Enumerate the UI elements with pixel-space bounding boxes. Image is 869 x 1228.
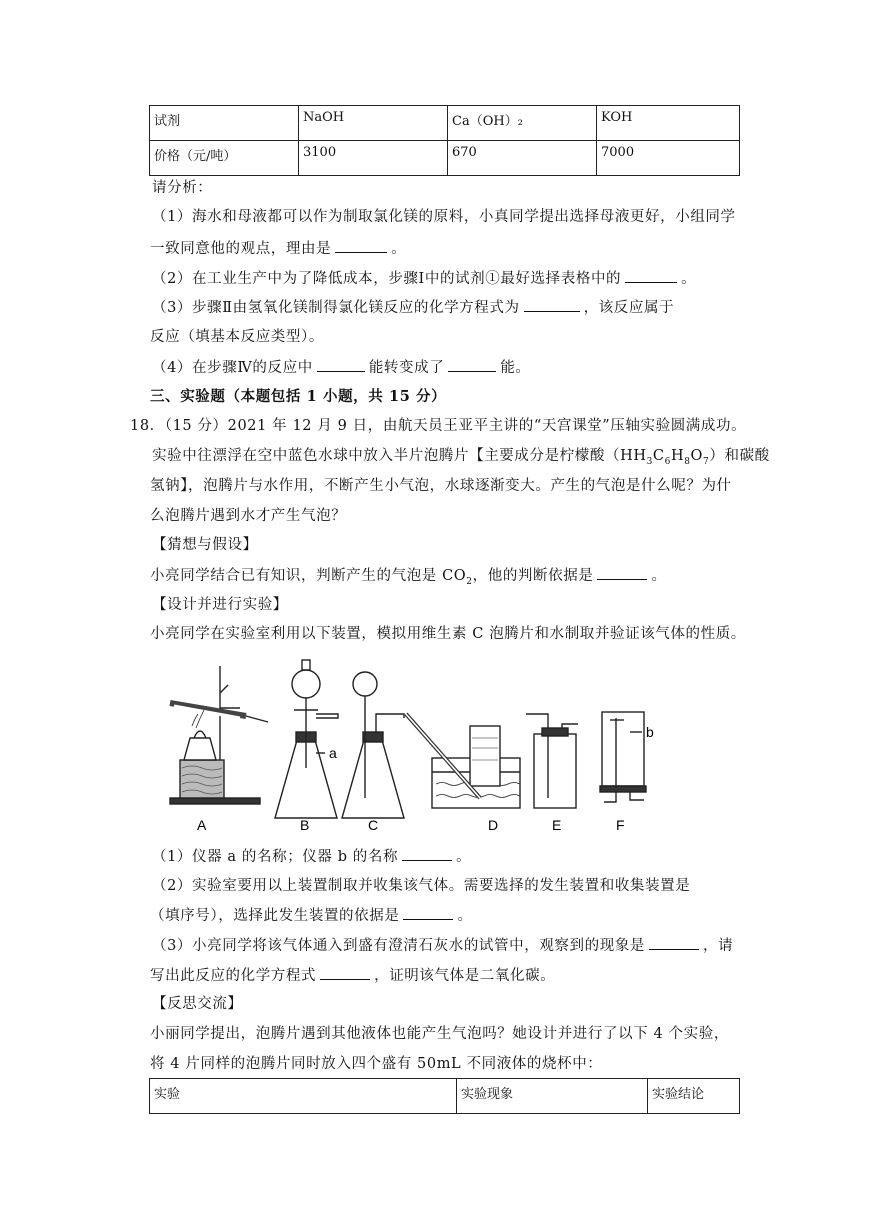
- question-3-text: （3）步骤Ⅱ由氢氧化镁制得氯化镁反应的化学方程式为: [152, 300, 520, 316]
- figure-label: D: [488, 817, 499, 833]
- answer-blank: [524, 297, 580, 312]
- answer-blank: [320, 965, 370, 980]
- table-cell: NaOH: [299, 106, 448, 141]
- reflection-heading: 【反思交流】: [152, 996, 243, 1012]
- question-1-line-1: （1）海水和母液都可以作为制取氯化镁的原料，小真同学提出选择母液更好，小组同学: [152, 209, 736, 225]
- formula-part: H: [670, 448, 685, 464]
- period: 。: [457, 908, 473, 924]
- table-row: [150, 106, 740, 141]
- hypothesis-tail: ，他的判断依据是: [472, 568, 594, 584]
- table-cell: 670: [448, 141, 597, 176]
- answer-blank: [403, 905, 453, 920]
- period: 。: [391, 241, 407, 257]
- table-cell: KOH: [597, 106, 740, 141]
- question-4-tail: 能。: [500, 360, 531, 376]
- answer-blank: [335, 238, 387, 253]
- table-header: 实验现象: [457, 1079, 648, 1114]
- question-3-tail: ，该反应属于: [583, 300, 675, 316]
- figure-label: F: [616, 817, 625, 833]
- period: 。: [651, 568, 667, 584]
- figure-label: B: [300, 817, 310, 833]
- subscript: 7: [703, 456, 710, 467]
- design-text: 小亮同学在实验室利用以下装置，模拟用维生素 C 泡腾片和水制取并验证该气体的性质。: [150, 626, 746, 642]
- section-3-heading: 三、实验题（本题包括 1 小题，共 15 分）: [150, 388, 447, 405]
- problem-18-text: 实验中往漂浮在空中蓝色水球中放入半片泡腾片【主要成分是柠檬酸（H: [152, 448, 634, 464]
- experiment-q2-text: （填序号），选择此发生装置的依据是: [150, 908, 400, 924]
- answer-blank: [649, 935, 699, 950]
- formula-part: O: [690, 448, 704, 464]
- table-cell: 3100: [299, 141, 448, 176]
- question-3-line-2: 反应（填基本反应类型）。: [150, 329, 324, 345]
- reflection-line-2: 将 4 片同样的泡腾片同时放入四个盛有 50mL 不同液体的烧杯中：: [150, 1056, 603, 1072]
- reflection-line-1: 小丽同学提出，泡腾片遇到其他液体也能产生气泡吗？她设计并进行了以下 4 个实验，: [150, 1026, 729, 1042]
- problem-18-line-2: [152, 446, 770, 472]
- hypothesis-heading: 【猜想与假设】: [152, 537, 258, 553]
- table-header: 实验: [150, 1079, 457, 1114]
- answer-blank: [597, 565, 647, 580]
- pointer-label-b: b: [646, 724, 654, 740]
- subscript: 6: [664, 456, 671, 467]
- answer-blank: [625, 268, 677, 283]
- experiment-table: [149, 1078, 740, 1114]
- answer-blank: [402, 846, 452, 861]
- experiment-q2-line-1: （2）实验室要用以上装置制取并收集该气体。需要选择的发生装置和收集装置是: [152, 878, 691, 894]
- answer-blank: [317, 357, 365, 372]
- experiment-q3-tail: ，请: [703, 938, 734, 954]
- table-cell: Ca（OH）₂: [448, 106, 597, 141]
- problem-18-line-1: 18．（15 分）2021 年 12 月 9 日，由航天员王亚平主讲的“天宫课堂”压轴实验圆满成功。: [130, 418, 747, 434]
- apparatus-figure: [150, 648, 770, 838]
- period: 。: [681, 271, 697, 287]
- experiment-q3-line-2: [150, 965, 555, 986]
- experiment-q3-text-2: 写出此反应的化学方程式: [150, 968, 317, 984]
- table-row: [150, 1079, 740, 1114]
- question-2: [152, 268, 696, 289]
- reagent-price-table: [149, 105, 740, 176]
- analyze-prompt: 请分析：: [152, 180, 213, 196]
- apparatus-c: [342, 672, 404, 818]
- question-1-line-2: [150, 238, 406, 259]
- problem-18-line-4: 么泡腾片遇到水才产生气泡？: [150, 508, 347, 524]
- formula-part: H: [633, 448, 647, 464]
- apparatus-b: [275, 660, 338, 818]
- table-cell: 价格（元/吨）: [150, 141, 299, 176]
- apparatus-f: [600, 712, 646, 802]
- period: 。: [456, 849, 472, 865]
- answer-blank: [448, 357, 496, 372]
- apparatus-e: [526, 714, 578, 808]
- problem-18-text-tail: ）和碳酸: [709, 448, 770, 464]
- experiment-q3-tail-2: ，证明该气体是二氧化碳。: [374, 968, 556, 984]
- apparatus-d: [406, 714, 520, 808]
- question-1-text: 一致同意他的观点，理由是: [150, 241, 332, 257]
- experiment-q3-line-1: [152, 935, 733, 956]
- formula-part: C: [652, 448, 665, 464]
- table-cell: 7000: [597, 141, 740, 176]
- figure-label: C: [368, 817, 379, 833]
- question-4-mid: 能转变成了: [368, 360, 445, 376]
- table-cell: 试剂: [150, 106, 299, 141]
- hypothesis-text: [150, 565, 667, 592]
- experiment-q1-text: （1）仪器 a 的名称；仪器 b 的名称: [152, 849, 399, 865]
- experiment-q1: [152, 846, 471, 867]
- design-heading: 【设计并进行实验】: [152, 597, 288, 613]
- question-4-text: （4）在步骤Ⅳ的反应中: [152, 360, 313, 376]
- table-header: 实验结论: [648, 1079, 740, 1114]
- problem-18-line-3: 氢钠】，泡腾片与水作用，不断产生小气泡，水球逐渐变大。产生的气泡是什么呢？为什: [150, 478, 732, 494]
- hypothesis-body: 小亮同学结合已有知识，判断产生的气泡是 CO: [150, 568, 467, 584]
- figure-label: E: [552, 817, 562, 833]
- apparatus-a: [170, 666, 268, 804]
- pointer-label-a: a: [329, 745, 337, 761]
- question-2-text: （2）在工业生产中为了降低成本，步骤Ⅰ中的试剂①最好选择表格中的: [152, 271, 622, 287]
- experiment-q3-text: （3）小亮同学将该气体通入到盛有澄清石灰水的试管中，观察到的现象是: [152, 938, 646, 954]
- subscript: 8: [684, 456, 691, 467]
- figure-label: A: [197, 817, 207, 833]
- question-3-line-1: [152, 297, 674, 318]
- table-row: [150, 141, 740, 176]
- subscript: 2: [466, 576, 473, 587]
- subscript: 3: [646, 456, 653, 467]
- question-4: [152, 357, 531, 378]
- experiment-q2-line-2: [150, 905, 473, 926]
